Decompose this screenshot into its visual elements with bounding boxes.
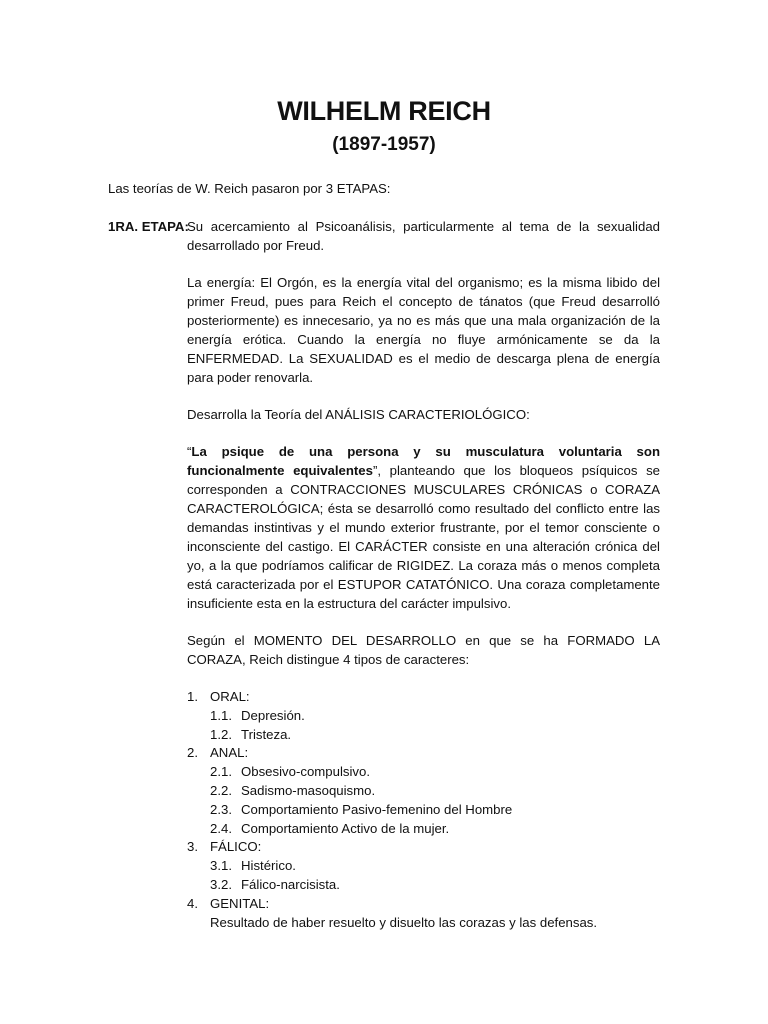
sub-list-item: [187, 800, 660, 819]
list-number: 3.: [187, 839, 198, 855]
sub-list-number: 2.2.: [210, 782, 232, 798]
genital-description: Resultado de haber resuelto y disuelto las corazas y las defensas.: [210, 914, 598, 930]
sub-list-label: Comportamiento Activo de la mujer.: [241, 820, 450, 836]
list-number: 1.: [187, 689, 198, 704]
etapa-intro-paragraph: Su acercamiento al Psicoanálisis, particularmente al tema de la sexualidad desarrollado por Freud.: [187, 219, 660, 253]
sub-list-item: [187, 762, 660, 781]
sub-list-label: Fálico-narcisista.: [241, 876, 340, 892]
caracter-types-list: [187, 687, 660, 931]
psique-bold-quote: La psique de una persona y su musculatura voluntaria son funcionalmente equivalentes: [187, 444, 660, 478]
sub-list-number: 1.1.: [210, 707, 232, 723]
energia-paragraph: La energía: El Orgón, es la energía vital del organismo; es la misma libido del primer Freud, pues para Reich el concepto de tánatos (que Freud desarrolló posteriormente) es innecesario, ya no es más que una mala organización de la energía erótica. Cuando la energía no fluye armónicamente se da la ENFERMEDAD. La SEXUALIDAD es el medio de descarga plena de energía para poder renovarla.: [187, 275, 660, 385]
sub-list-item: [187, 819, 660, 838]
sub-list-item: [187, 706, 660, 725]
sub-list-number: 3.1.: [210, 858, 232, 874]
sub-list-label: Depresión.: [241, 707, 305, 723]
list-label: ORAL:: [210, 689, 250, 704]
sub-list-label: Obsesivo-compulsivo.: [241, 764, 370, 780]
psique-paragraph: [187, 442, 660, 613]
page-subtitle: (1897-1957): [332, 134, 436, 155]
sub-list-label: Sadismo-masoquismo.: [241, 782, 376, 798]
sub-list-label: Comportamiento Pasivo-femenino del Hombre: [241, 801, 513, 817]
page-title: WILHELM REICH: [277, 96, 491, 126]
sub-list-number: 1.2.: [210, 726, 232, 742]
list-label: FÁLICO:: [210, 839, 262, 855]
sub-list-label: Histérico.: [241, 858, 296, 874]
list-item-anal: [187, 743, 660, 762]
sub-list-number: 2.3.: [210, 801, 232, 817]
psique-paragraph-rest: ”, planteando que los bloqueos psíquicos se corresponden a CONTRACCIONES MUSCULARES CRÓNICAS o CORAZA CARACTEROLÓGICA; ésta se desarrolló como resultado del conflicto entre las demandas instintivas y el mundo exterior frustrante, por el temor consciente o inconsciente del castigo. El CARÁCTER consiste en una alteración crónica del yo, a la que podríamos calificar de RIGIDEZ. La coraza más o menos completa está caracterizada por el ESTUPOR CATATÓNICO. Una coraza completamente insuficiente esta en la estructura del carácter impulsivo.: [187, 463, 660, 611]
genital-description-row: [187, 913, 660, 932]
list-label: ANAL:: [210, 745, 249, 761]
list-item-falico: [187, 837, 660, 856]
open-quote: “: [187, 444, 192, 459]
teoria-heading-paragraph: Desarrolla la Teoría del ANÁLISIS CARACTERIOLÓGICO:: [187, 407, 530, 422]
sub-list-item: [187, 725, 660, 744]
sub-list-item: [187, 856, 660, 875]
momento-paragraph: Según el MOMENTO DEL DESARROLLO en que se ha FORMADO LA CORAZA, Reich distingue 4 tipos de caracteres:: [187, 633, 660, 667]
list-number: 4.: [187, 895, 198, 911]
intro-text: Las teorías de W. Reich pasaron por 3 ETAPAS:: [108, 181, 391, 196]
sub-list-item: [187, 781, 660, 800]
list-number: 2.: [187, 745, 198, 761]
list-item-genital: [187, 894, 660, 913]
sub-list-number: 3.2.: [210, 876, 232, 892]
sub-list-number: 2.4.: [210, 820, 232, 836]
sub-list-item: [187, 875, 660, 894]
etapa-label: 1RA. ETAPA:: [108, 219, 189, 234]
list-item-oral: [187, 687, 660, 706]
list-label: GENITAL:: [210, 895, 270, 911]
sub-list-label: Tristeza.: [241, 726, 292, 742]
sub-list-number: 2.1.: [210, 764, 232, 780]
